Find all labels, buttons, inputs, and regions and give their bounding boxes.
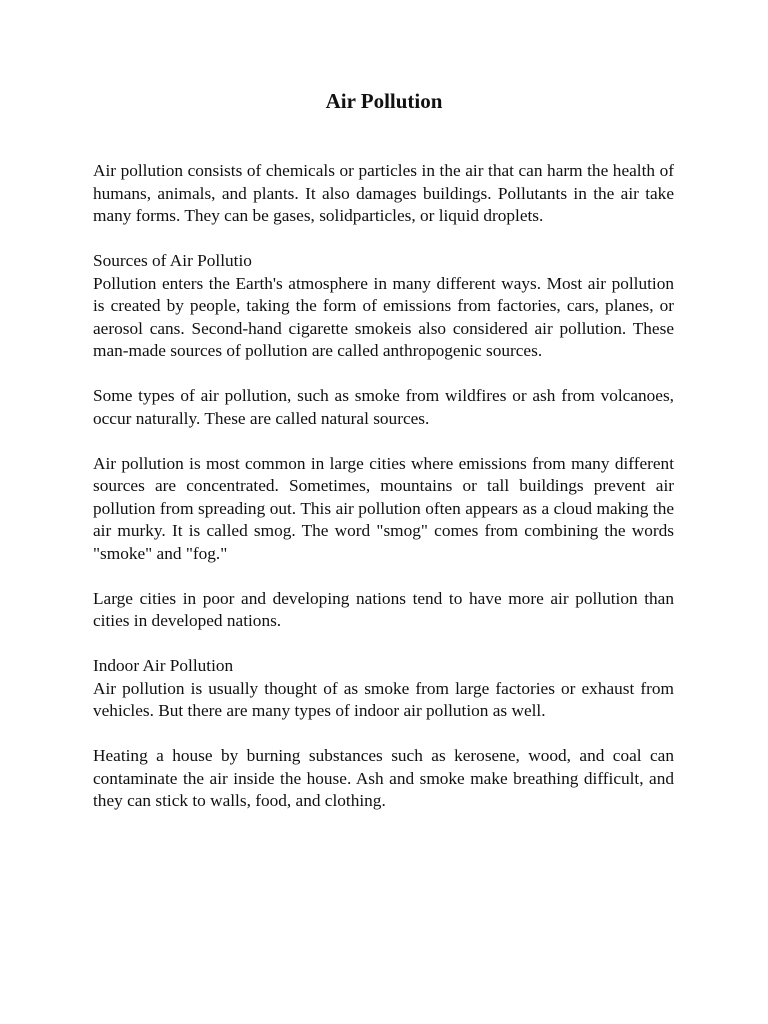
document-body bbox=[93, 160, 674, 835]
paragraph: Heating a house by burning substances such as kerosene, wood, and coal can contaminate the air inside the house. Ash and smoke make breathing difficult, and they can stick to walls, food, and clothing. bbox=[93, 746, 674, 810]
paragraph: Air pollution is usually thought of as smoke from large factories or exhaust from vehicles. But there are many types of indoor air pollution as well. bbox=[93, 678, 674, 720]
paragraph: Air pollution is most common in large cities where emissions from many different sources are concentrated. Sometimes, mountains or tall buildings prevent air pollution from spreading out. This air pollution often appears as a cloud making the air murky. It is called smog. The word "smog" comes from combining the words "smoke" and "fog." bbox=[93, 453, 674, 563]
section-heading-sources: Sources of Air Pollutio bbox=[93, 251, 252, 270]
paragraph: Some types of air pollution, such as smoke from wildfires or ash from volcanoes, occur naturally. These are called natural sources. bbox=[93, 386, 674, 428]
paragraph: Pollution enters the Earth's atmosphere in many different ways. Most air pollution is created by people, taking the form of emissions from factories, cars, planes, or aerosol cans. Second-hand cigarette smokeis also considered air pollution. These man-made sources of pollution are called anthropogenic sources. bbox=[93, 273, 674, 360]
page-title: Air Pollution bbox=[325, 89, 443, 113]
section-heading-indoor: Indoor Air Pollution bbox=[93, 656, 234, 675]
paragraph: Large cities in poor and developing nations tend to have more air pollution than cities in developed nations. bbox=[93, 588, 674, 630]
intro-paragraph: Air pollution consists of chemicals or particles in the air that can harm the health of humans, animals, and plants. It also damages buildings. Pollutants in the air take many forms. They can be gases, solidparticles, or liquid droplets. bbox=[93, 161, 674, 225]
